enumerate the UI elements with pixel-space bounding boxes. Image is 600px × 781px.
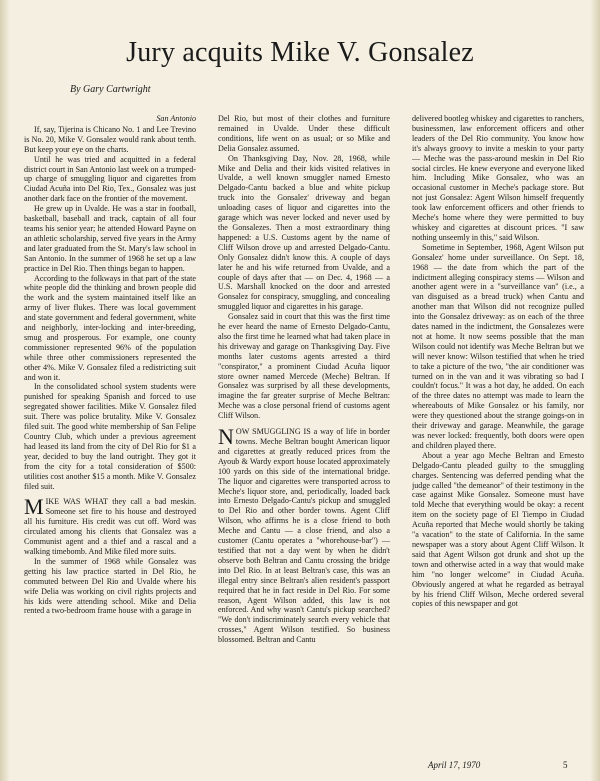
paragraph-text: IKE WAS WHAT they call a bad meskin. Someone set fire to his house and destroyed all his furniture. His credit was cut off. Word was circulated among his clients that Gonsalez was a Communist agent and a thief and a rascal and a walking timebomb. And Mike filed more suits. xyxy=(24,497,196,556)
page-number: 5 xyxy=(563,760,568,770)
paragraph: delivered bootleg whiskey and cigarettes to ranchers, businessmen, law enforcement officers and other leaders of the Del Rio community. You know how it's always groovy to invite a meskin to your party — Meche was the pass-around meskin in Del Rio social circles. He knew everyone and everyone liked him. Including Mike Gonsalez, who was an occasional customer in Meche's package store. But not just Gonsalez: Agent Wilson himself frequently took law enforcement officers and other friends to Meche's home where they were permitted to buy whiskey and cigarettes at discount prices. "I saw nothing unseemly in this," said Wilson. xyxy=(412,114,584,242)
issue-date: April 17, 1970 xyxy=(428,760,481,770)
page-edge-shadow xyxy=(590,0,600,781)
dateline: San Antonio xyxy=(156,114,196,123)
drop-cap: N xyxy=(218,424,234,450)
paragraph: Del Rio, but most of their clothes and furniture remained in Uvalde. Under these difficult conditions, life went on as usual; or so Mike and Delia Gonsalez assumed. xyxy=(218,114,390,153)
paragraph: In the summer of 1968 while Gonsalez was getting his law practice started in Del Rio, he commuted between Del Rio and Uvalde where his wife Delia was working on civil rights projects and his kids were attending school. Mike and Delia rented a two-bedroom frame house with a garage in xyxy=(24,556,196,616)
paragraph: Sometime in September, 1968, Agent Wilson put Gonsalez' home under surveillance. On Sept. 18, 1968 — the date from which the part of the indictment alleging conspiracy stems — Wilson and another agent were in a "surveillance van" (i.e., a van disguised as a bread truck) when Cantu and another man that Wilson did not recognize pulled into the Gonsalez driveway: as on each of the three dates named in the indictment, the Gonsalezes were not at home. It now seems possible that the man Wilson could not identify was Meche Beltran but we will never know: Wilson testified that when he tried to take a picture of the two, "the air conditioner was turned on in the van and it was vibrating so bad I couldn't focus." It was a hot day, he added. On each of the three dates no attempt was made to learn the whereabouts of Mike Gonsalez or his family, nor were they questioned about the strange goings-on in their driveway and garage. Meanwhile, the garage was never locked: frequently, both doors were open and children played there. xyxy=(412,242,584,450)
paragraph-text: OW SMUGGLING IS a way of life in border towns. Meche Beltran bought American liquor and cigarettes at greatly reduced prices from the Ayoub & Wardy export house located approximately 100 yards on this side of the international bridge. The liquor and cigarettes were transported across to Meche's liquor store, and, periodically, loaded back into Ernesto Delgado-Cantu's pickup and smuggled to Del Rio and other border towns. Agent Cliff Wilson, who affirms he is a close friend to both Meche and Cantu — a close friend, and also a customer (Cantu operates a "whorehouse-bar") — testified that not a day went by when he didn't observe both Beltran and Cantu crossing the bridge into Del Rio. In at least Beltran's case, this was an illegal entry since Beltran's alien resident's passport required that he in fact reside in Del Rio. For some reason, Agent Wilson added, this law is not enforced. And why wasn't Cantu's pickup searched? "We don't indiscriminately search every vehicle that crosses," Agent Wilson testified. So business blossomed. Beltran and Cantu xyxy=(218,427,390,645)
article-byline: By Gary Cartwright xyxy=(70,84,151,95)
section-paragraph xyxy=(24,494,196,556)
paragraph: Gonsalez said in court that this was the first time he ever heard the name of Ernesto Delgado-Cantu, also the first time he learned what had taken place in his driveway and garage on Thanksgiving Day. Five months later customs agents arrested a third "conspirator," a prominent Ciudad Acuña liquor store owner named Mercede (Meche) Beltran. If Gonsalez was surprised by all these developments, imagine the far greater surprise of Meche Beltran: Meche was a close personal friend of customs agent Cliff Wilson. xyxy=(218,312,390,421)
paragraph: He grew up in Uvalde. He was a star in football, basketball, baseball and track, captain of all four teams his senior year; he attended Howard Payne on an athletic scholarship, served five years in the Army and later graduated from the St. Mary's law school in San Antonio. In the summer of 1968 he set up a law practice in Del Rio. Then things began to happen. xyxy=(24,204,196,273)
article-column-3 xyxy=(412,114,584,754)
paragraph: Until he was tried and acquitted in a federal district court in San Antonio last week on a trumped-up charge of smuggling liquor and cigarettes from Ciudad Acuña into Del Rio, Tex., Gonsalez was just another dark face on the frontier of the movement. xyxy=(24,154,196,204)
article-headline: Jury acquits Mike V. Gonsalez xyxy=(126,36,474,68)
drop-cap: M xyxy=(24,494,44,520)
paragraph: About a year ago Meche Beltran and Ernesto Delgado-Cantu pleaded guilty to the smuggling charges. Sentencing was deferred pending what the judge called "the demeanor" of their testimony in the case against Mike Gonsalez. Someone must have told Meche that everything would be okay: a recent item on the society page of El Tiempo in Ciudad Acuña reported that Meche would shortly be taking "a vacation" to the state of California. In the same newspaper was a story about Agent Cliff Wilson. It said that Agent Wilson got drunk and shot up the town and otherwise acted in a way that would make him "no longer welcome" in Ciudad Acuña. Obviously angered at what he regarded as betrayal by his friend Cliff Wilson, Meche ordered several copies of this newspaper and got xyxy=(412,450,584,609)
paragraph: On Thanksgiving Day, Nov. 28, 1968, while Mike and Delia and their kids visited relatives in Uvalde, a well known smuggler named Ernesto Delgado-Cantu backed a blue and white pickup truck into the Gonsalez' driveway and began unloading cases of liquor and cigarettes into the garage which was never locked and never used by the Gonsalezes. Then a most extraordinary thing happened: a U.S. Customs agent by the name of Cliff Wilson drove up and arrested Delgado-Cantu. Only Gonsalez didn't know this. A couple of days later he and his wife returned from Uvalde, and a couple of days after that — on Dec. 4, 1968 — a U.S. Marshall knocked on the door and arrested Gonsalez for conspiracy, smuggling, and concealing smuggled liquor and cigarettes in his garage. xyxy=(218,153,390,312)
page-edge-shadow xyxy=(0,0,10,781)
article-column-2 xyxy=(218,114,390,754)
paragraph: In the consolidated school system students were punished for speaking Spanish and forced to use segregated shower facilities. Mike V. Gonsalez filed suit. There was police brutality. Mike V. Gonsalez filed suit. The good white membership of San Felipe Country Club, which under a previous agreement had leased its land from the city of Del Rio for $1 a year, decided to buy the land outright. They got it from the city for a total consideration of $500: utilities cost another $15 a month. Mike V. Gonsalez filed suit. xyxy=(24,382,196,491)
article-column-1 xyxy=(24,114,196,754)
section-paragraph xyxy=(218,424,390,645)
paragraph: If, say, Tijerina is Chicano No. 1 and Lee Trevino is No. 20, Mike V. Gonsalez would rank about tenth. But keep your eye on the charts. xyxy=(24,124,196,154)
paragraph: According to the folkways in that part of the state white people did the thinking and brown people did the work and the system maintained itself like an army of liver flukes. There was local government and state government and federal government, white and neighborly, inter-locking and inter-breeding, smug and prosperous. For example, one county commissioner represented 96% of the population while three other commissioners represented the other 4%. Mike V. Gonsalez filed a redistricting suit and won it. xyxy=(24,273,196,382)
